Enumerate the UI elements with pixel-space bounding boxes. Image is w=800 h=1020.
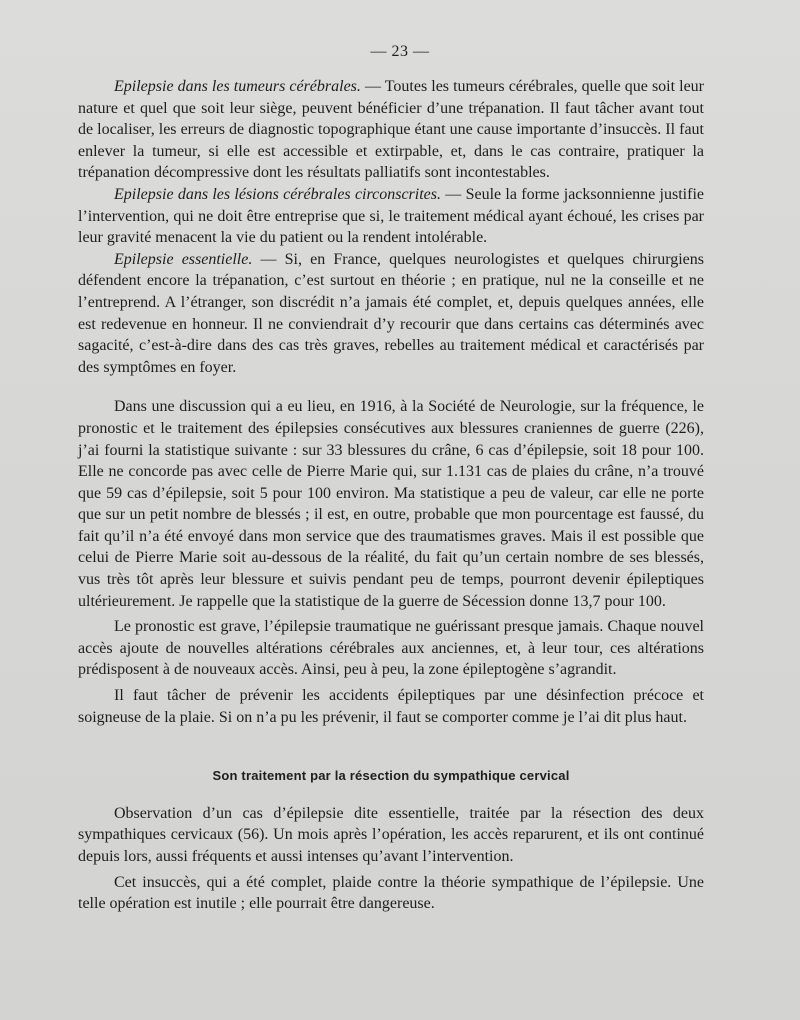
paragraph-tumeurs bbox=[78, 76, 704, 184]
paragraph-essentielle bbox=[78, 249, 704, 379]
paragraph-lead: Epilepsie dans les tumeurs cérébrales. bbox=[114, 78, 361, 95]
paragraph-text: — Toutes les tumeurs cérébrales, quelle que soit leur nature et quel que soit leur siège, peuvent bénéficier d’une trépanation. Il faut tâcher avant tout de localiser, les erreurs de diagnostic topographique étant une cause importante d’insuccès. Il faut enlever la tumeur, si elle est accessible et extirpable, et, dans le cas contraire, pratiquer la trépanation décompressive dont les résultats palliatifs sont incontestables. bbox=[78, 78, 705, 182]
paragraph-conclusion: Cet insuccès, qui a été complet, plaide contre la théorie sympathique de l’épilepsie. Une telle opération est inutile ; elle pourrait être dangereuse. bbox=[78, 873, 704, 913]
paragraph-text: — Seule la forme jacksonnienne justifie l’intervention, qui ne doit être entreprise que si, le traitement médical ayant échoué, les crises par leur gravité menacent la vie du patient ou la rendent intolérable. bbox=[78, 185, 704, 247]
paragraph-pronostic: Le pronostic est grave, l’épilepsie traumatique ne guérissant presque jamais. Chaque nouvel accès ajoute de nouvelles altérations cérébrales aux anciennes, et, à leur tour, ces altérations prédisposent à de nouveaux accès. Ainsi, peu à peu, la zone épileptogène s’agrandit. bbox=[78, 618, 704, 679]
paragraph-lead: Epilepsie essentielle. bbox=[114, 250, 253, 268]
page-body bbox=[78, 76, 704, 915]
page-number: — 23 — bbox=[370, 43, 430, 60]
paragraph-lead: Epilepsie dans les lésions cérébrales circonscrites. bbox=[114, 185, 442, 203]
paragraph-text: — Si, en France, quelques neurologistes et quelques chirurgiens défendent encore la trépanation, c’est surtout en théorie ; en pratique, nul ne la conseille et ne l’entreprend. A l’étranger, son discrédit n’a jamais été complet, et, depuis quelques années, elle est redevenue en honneur. Il ne conviendrait d’y recourir que dans certains cas déterminés avec sagacité, c’est-à-dire dans des cas très graves, rebelles au traitement médical et caractérisés par des symptômes en foyer. bbox=[78, 250, 705, 376]
section-heading: Son traitement par la résection du sympathique cervical bbox=[212, 768, 570, 784]
paragraph-observation: Observation d’un cas d’épilepsie dite essentielle, traitée par la résection des deux sympathiques cervicaux (56). Un mois après l’opération, les accès reparurent, et ils ont continué depuis lors, aussi fréquents et aussi intenses qu’avant l’intervention. bbox=[78, 804, 704, 865]
paragraph-prevention: Il faut tâcher de prévenir les accidents épileptiques par une désinfection précoce et soigneuse de la plaie. Si on n’a pu les prévenir, il faut se comporter comme je l’ai dit plus haut. bbox=[78, 687, 704, 726]
paragraph-lesions bbox=[78, 184, 704, 249]
paragraph-discussion: Dans une discussion qui a eu lieu, en 1916, à la Société de Neurologie, sur la fréquence, le pronostic et le traitement des épilepsies consécutives aux blessures craniennes de guerre (226), j’ai fourni la statistique suivante : sur 33 blessures du crâne, 6 cas d’épilepsie, soit 18 pour 100. Elle ne concorde pas avec celle de Pierre Marie qui, sur 1.131 cas de plaies du crâne, n’a trouvé que 59 cas d’épilepsie, soit 5 pour 100 environ. Ma statistique a peu de valeur, car elle ne porte que sur un petit nombre de blessés ; il est, en outre, probable que mon pourcentage est faussé, du fait qu’il n’a été envoyé dans mon service que des traumatismes graves. Mais il est possible que celui de Pierre Marie soit au-dessous de la réalité, du fait qu’un certain nombre de ses blessés, vus très tôt après leur blessure et suivis pendant peu de temps, pourront devenir épileptiques ultérieurement. Je rappelle que la statistique de la guerre de Sécession donne 13,7 pour 100. bbox=[78, 398, 704, 610]
